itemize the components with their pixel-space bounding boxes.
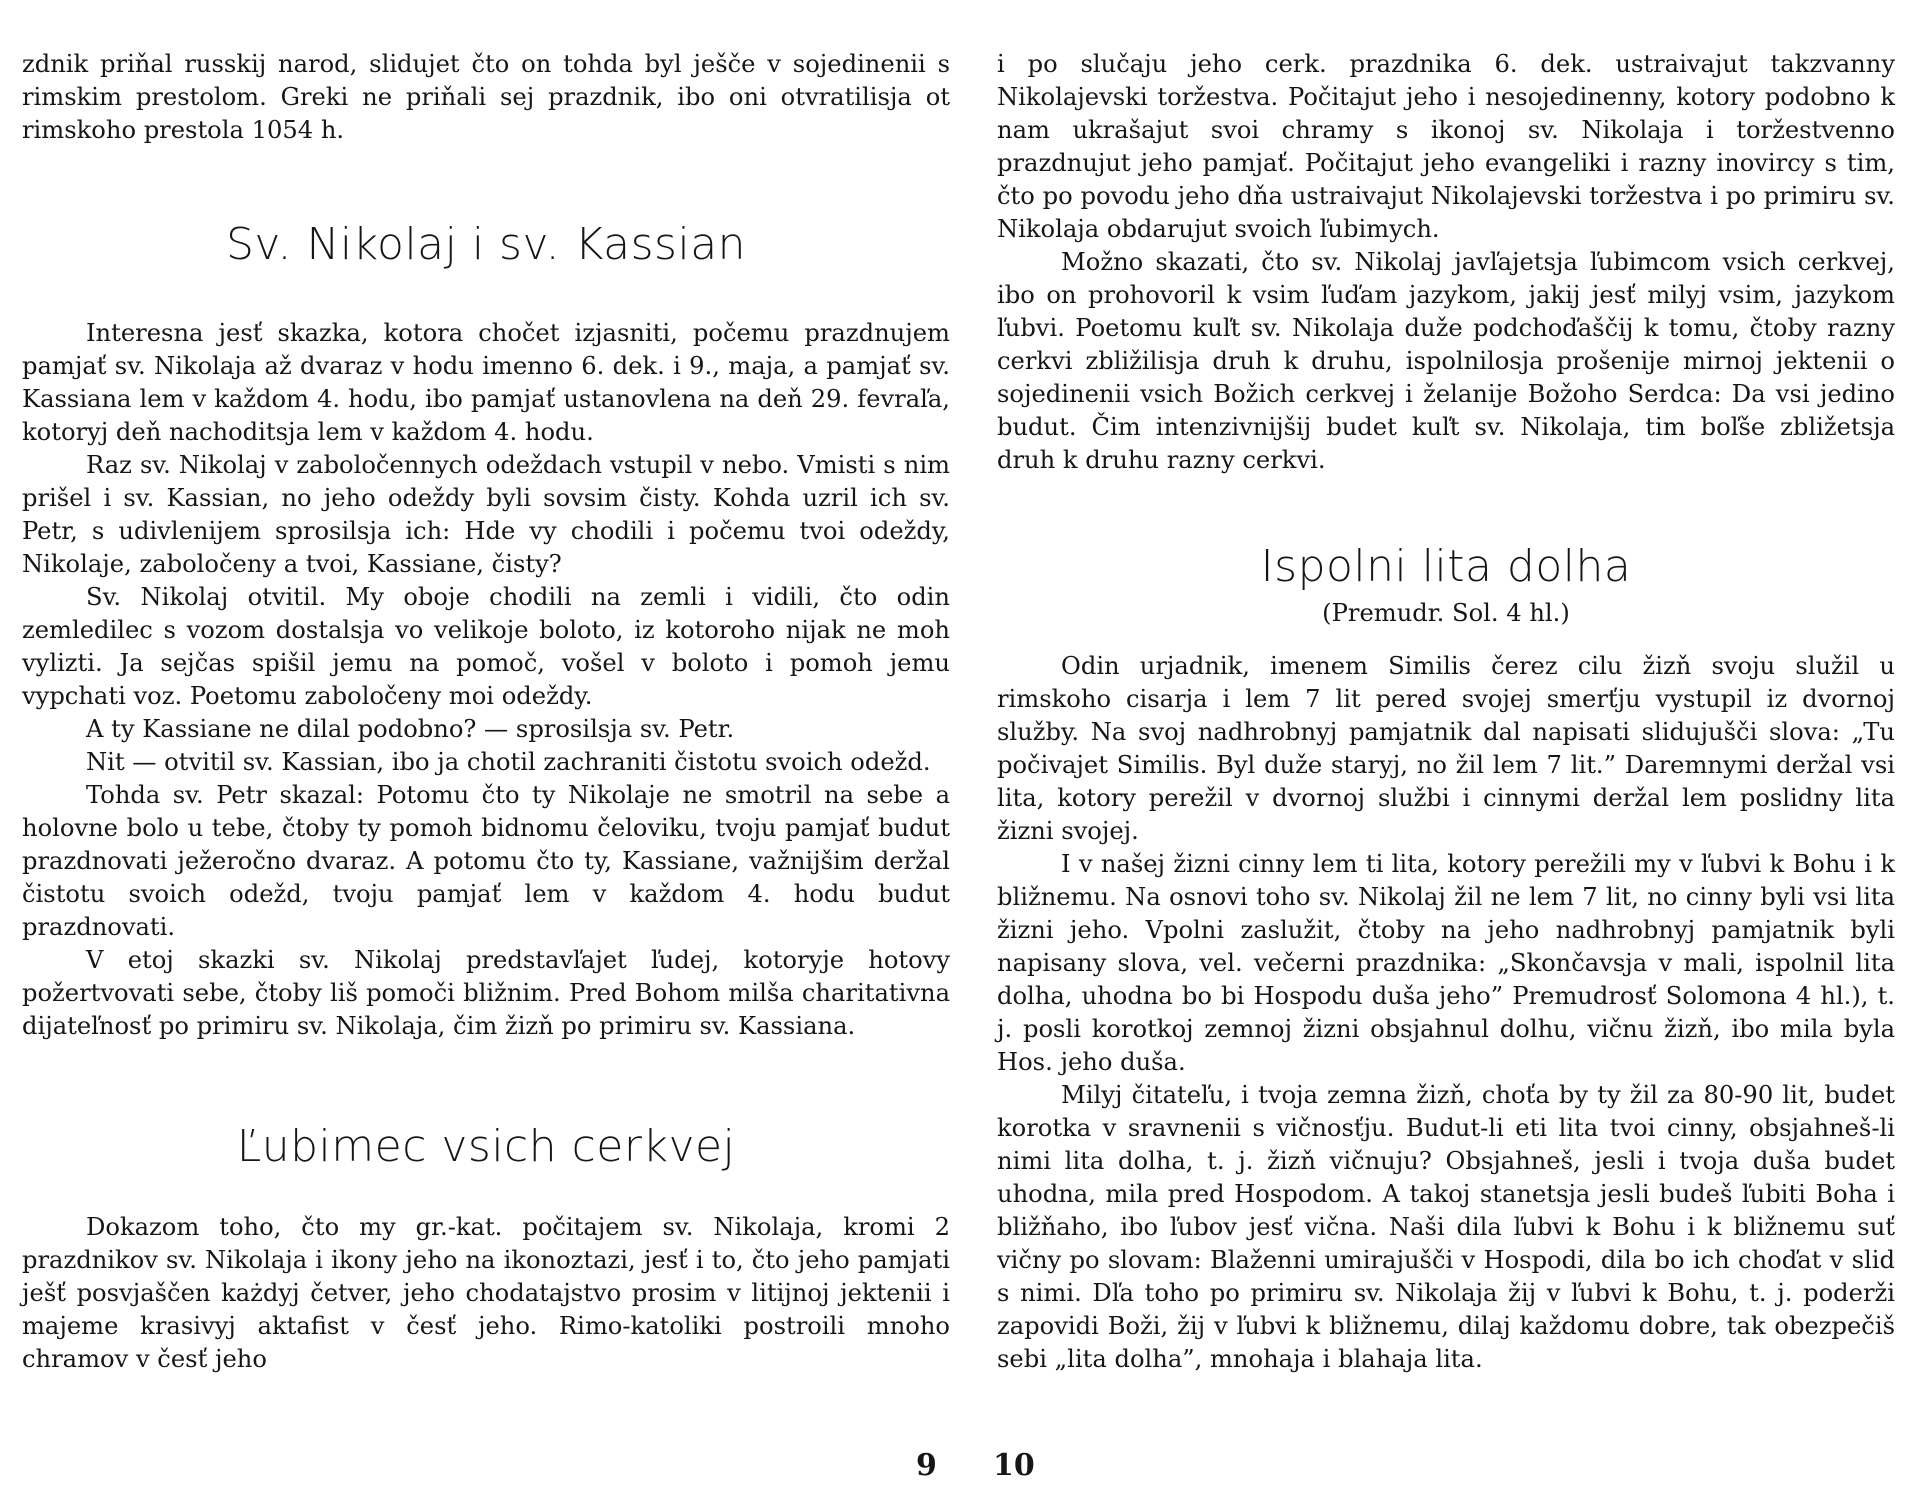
paragraph: Dokazom toho, čto my gr.-kat. počitajem sv. Nikolaja, kromi 2 prazdnikov sv. Nikolaja i ikony jeho na ikonoztazi, jesť i to, čto jeho pamjati ješť posvjaščen każdyj četver, jeho chodatajstvo prosim v litijnoj jektenii i majeme krasivyj aktafist v česť jeho. Rimo-katoliki postroili mnoho chramov v česť jeho (22, 1213, 950, 1373)
paragraph: V etoj skazki sv. Nikolaj predstavľajet ľudej, kotoryje hotovy požertvovati sebe, čtoby liš pomoči bližnim. Pred Bohom milša charitativna dijateľnosť po primiru sv. Nikolaja, čim žizň po primiru sv. Kassiana. (22, 946, 950, 1040)
page-number-right: 10 (993, 1448, 1035, 1483)
right-page (997, 48, 1895, 1376)
section-title-nikolaj-kassian: Sv. Nikolaj i sv. Kassian (225, 219, 747, 270)
continuation-paragraph: i po slučaju jeho cerk. prazdnika 6. dek. ustraivajut takzvanny Nikolajevski toržestva. Počitajut jeho i nesojedinenny, kotory podobno k nam ukrašajut svoi chramy s ikonoj sv. Nikolaja i toržestvenno prazdnujut jeho pamjať. Počitajut jeho evangeliki i razny inovirсy s tim, čto po povodu jeho dňa ustraivajut Nikolajevski toržestva i po primiru sv. Nikolaja obdarujut svoich ľubimych. (997, 50, 1895, 243)
page-number-left: 9 (916, 1448, 937, 1483)
paragraph: Nit — otvitil sv. Kassian, ibo ja chotil zachraniti čistotu svoich odežd. (86, 748, 931, 776)
paragraph: A ty Kassiane ne dilal podobno? — sprosilsja sv. Petr. (86, 715, 735, 743)
paragraph: Možno skazati, čto sv. Nikolaj javľajetsja ľubimcom vsich cerkvej, ibo on prohovoril k vsim ľuďam jazykom, jakij jesť milyj vsim, jazykom ľubvi. Poetomu kuľt sv. Nikolaja duže podchoďaščij k tomu, čtoby razny cerkvi zbližilisja druh k druhu, ispolnilosja prošenije mirnoj jektenii o sojedinenii vsich Božich cerkvej i želanije Božoho Serdca: Da vsi jedino budut. Čim intenzivnijšij budet kuľt sv. Nikolaja, tim boľše zbližetsja druh k druhu razny cerkvi. (997, 248, 1895, 474)
section-title-lubimec: Ľubimec vsich cerkvej (236, 1121, 736, 1172)
section-title-ispolni-lita-dolha: Ispolni lita dolha (1260, 541, 1632, 592)
section-subtitle: (Premudr. Sol. 4 hl.) (1322, 599, 1570, 627)
paragraph: Odin urjadnik, imenem Similis čerez cilu žizň svoju služil u rimskoho cisarja i lem 7 lit pered svojej smerťju vystupil iz dvornoj služby. Na svoj nadhrobnyj pamjatnik dal napisati slidujušči slova: „Tu počivajet Similis. Byl duže staryj, no žil lem 7 lit.” Daremnymi deržal vsi lita, kotory perežil v dvornoj službi i cinnymi deržal lem poslidny lita žizni svojej. (997, 652, 1895, 845)
intro-paragraph: zdnik priňal russkij narod, slidujet čto on tohda byl ješče v sojedinenii s rimskim prestolom. Greki ne priňali sej prazdnik, ibo oni otvratilisja ot rimskoho prestola 1054 h. (22, 50, 950, 144)
paragraph: Interesna jesť skazka, kotora chočet izjasniti, počemu prazdnujem pamjať sv. Nikolaja až dvaraz v hodu imenno 6. dek. i 9., maja, a pamjať sv. Kassiana lem v každom 4. hodu, ibo pamjať ustanovlena na deň 29. fevraľa, kotoryj deň nachoditsja lem v každom 4. hodu. (22, 319, 950, 446)
paragraph: Sv. Nikolaj otvitil. My oboje chodili na zemli i vidili, čto odin zemledilec s vozom dostalsja vo velikoje boloto, iz kotoroho nijak ne moh vylizti. Ja sejčas spišil jemu na pomoč, vošel v boloto i pomoh jemu vypchati voz. Poetomu zaboločeny moi odeždy. (22, 583, 950, 710)
paragraph: Tohda sv. Petr skazal: Potomu čto ty Nikolaje ne smotril na sebe a holovne bolo u tebe, čtoby ty pomoh bidnomu čeloviku, tvoju pamjať budut prazdnovati ježeročno dvaraz. A potomu čto ty, Kassiane, važnijšim deržal čistotu svoich odežd, tvoju pamjať lem v každom 4. hodu budut prazdnovati. (22, 781, 950, 941)
paragraph: Raz sv. Nikolaj v zaboločennych odeždach vstupil v nebo. Vmisti s nim prišel i sv. Kassian, no jeho odeždy byli sovsim čisty. Kohda uzril ich sv. Petr, s udivlenijem sprosilsja ich: Hde vy chodili i počemu tvoi odeždy, Nikolaje, zaboločeny a tvoi, Kassiane, čisty? (22, 451, 950, 578)
left-page (22, 48, 950, 1376)
paragraph: Milyj čitateľu, i tvoja zemna žizň, choťa by ty žil za 80-90 lit, budet korotka v sravnenii s vičnosťju. Budut-li eti lita tvoi cinny, obsjahneš-li nimi lita dolha, t. j. žizň vičnuju? Obsjahneš, jesli i tvoja duša budet uhodna, mila pred Hospodom. A takoj stanetsja jesli budeš ľubiti Boha i bližňaho, ibo ľubov jesť vična. Naši dila ľubvi k Bohu i k bližnemu suť vičny po slovam: Blaženni umirajušči v Hospodi, dila bo ich choďat v slid s nimi. Dľa toho po primiru sv. Nikolaja žij v ľubvi k Bohu, t. j. poderži zapovidi Boži, žij v ľubvi k bližnemu, dilaj každomu dobre, tak obezpečiš sebi „lita dolha”, mnohaja i blahaja lita. (997, 1081, 1895, 1373)
paragraph: I v našej žizni cinny lem ti lita, kotory perežili my v ľubvi k Bohu i k bližnemu. Na osnovi toho sv. Nikolaj žil ne lem 7 lit, no cinny byli vsi lita žizni jeho. Vpolni zaslužit, čtoby na jeho nadhrobnyj pamjatnik byli napisany slova, vel. večerni prazdnika: „Skončavsja v mali, ispolnil lita dolha, uhodna bo bi Hospodu duša jeho” Premudrosť Solomona 4 hl.), t. j. posli korotkoj zemnoj žizni obsjahnul dolhu, vičnu žizň, ibo mila byla Hos. jeho duša. (997, 850, 1895, 1076)
